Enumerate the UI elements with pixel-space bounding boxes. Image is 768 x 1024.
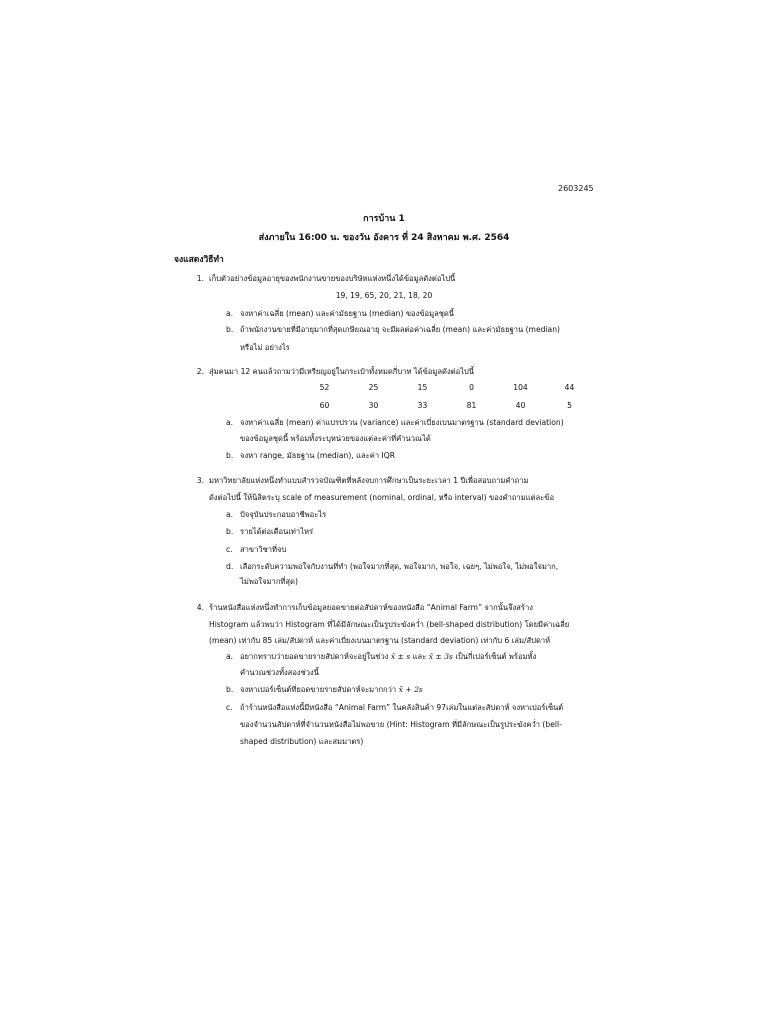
sub-question-text: จงหาค่าเฉลี่ย (mean) ค่าแปรปรวน (variance) และค่าเบี่ยงเบนมาตรฐาน (standard deviation)	[240, 418, 564, 427]
sub-question-text: ถ้าร้านหนังสือแห่งนี้มีหนังสือ “Animal Farm” ในคลังสินค้า 97เล่มในแต่ละสัปดาห์ จงหาเปอร์เซ็นต์	[240, 703, 564, 712]
data-cell: 60	[319, 401, 330, 410]
data-cell: 5	[567, 401, 572, 410]
sub-label: b.	[226, 325, 234, 334]
due-date-line: ส่งภายใน 16:00 น. ของวัน อังคาร ที่ 24 สิงหาคม พ.ศ. 2564	[258, 233, 510, 243]
data-cell: 104	[513, 383, 528, 392]
page-title: การบ้าน 1	[363, 214, 405, 224]
sub-question-text: คำนวณช่วงทั้งสองช่วงนี้	[240, 668, 319, 677]
sub-label: b.	[226, 451, 234, 460]
sub-label: d.	[226, 562, 234, 571]
question-number: 3.	[196, 476, 204, 485]
text-fragment: และ	[412, 652, 427, 661]
data-cell: 44	[564, 383, 575, 392]
data-cell: 0	[469, 383, 474, 392]
question-text: มหาวิทยาลัยแห่งหนึ่งทำแบบสำรวจบัณฑิตที่หลังจบการศึกษาเป็นระยะเวลา 1 ปีเพื่อสอบถามคำถาม	[209, 476, 529, 485]
sub-label: b.	[226, 685, 234, 694]
data-row-2	[300, 401, 594, 411]
data-cell: 52	[319, 383, 330, 392]
sub-question-text: ไม่พอใจมากที่สุด)	[240, 577, 298, 586]
question-text: ดังต่อไปนี้ ให้นิสิตระบุ scale of measurement (nominal, ordinal, หรือ interval) ของคำถามแต่ละข้อ	[209, 493, 555, 502]
sub-label: a.	[226, 652, 234, 661]
sub-question-text: รายได้ต่อเดือนเท่าไหร่	[240, 527, 314, 536]
sub-question-text	[240, 652, 536, 662]
question-text: เก็บตัวอย่างข้อมูลอายุของพนักงานขายของบริษัทแห่งหนึ่งได้ข้อมูลดังต่อไปนี้	[209, 274, 456, 283]
document-id: 2603245	[558, 184, 594, 193]
data-cell: 30	[368, 401, 379, 410]
text-fragment: อยากทราบว่ายอดขายรายสัปดาห์จะอยู่ในช่วง	[240, 652, 389, 661]
data-cell: 40	[515, 401, 526, 410]
math-expression: x̄ + 2s	[398, 685, 423, 694]
sub-label: b.	[226, 527, 234, 536]
sub-label: a.	[226, 418, 234, 427]
question-text: สุ่มคนมา 12 คนแล้วถามว่ามีเหรียญอยู่ในกระเป๋าทั้งหมดกี่บาท ได้ข้อมูลดังต่อไปนี้	[209, 367, 474, 376]
question-number: 2.	[196, 367, 204, 376]
data-cell: 25	[368, 383, 379, 392]
sub-question-text: เลือกระดับความพอใจกับงานที่ทำ (พอใจมากที่สุด, พอใจมาก, พอใจ, เฉยๆ, ไม่พอใจ, ไม่พอใจมาก,	[240, 562, 559, 571]
sub-question-text: จงหา range, มัธยฐาน (median), และค่า IQR	[240, 451, 395, 460]
sub-question-text	[240, 685, 423, 695]
sub-question-text: shaped distribution) และสมมาตร)	[240, 737, 364, 746]
sub-label: c.	[226, 545, 233, 554]
data-row-1	[300, 383, 594, 393]
data-cell: 81	[466, 401, 477, 410]
question-number: 4.	[196, 603, 204, 612]
question-number: 1.	[196, 274, 204, 283]
text-fragment: จงหาเปอร์เซ็นต์ที่ยอดขายรายสัปดาห์จะมากกว่า	[240, 685, 397, 694]
math-expression: x̄ ± 3s	[428, 652, 453, 661]
sub-question-text: หรือไม่ อย่างไร	[240, 343, 290, 352]
sub-question-text: ปัจจุบันประกอบอาชีพอะไร	[240, 510, 327, 519]
data-values: 19, 19, 65, 20, 21, 18, 20	[335, 291, 433, 300]
sub-question-text: ถ้าพนักงานขายที่มีอายุมากที่สุดเกษียณอายุ จะมีผลต่อค่าเฉลี่ย (mean) และค่ามัธยฐาน (median)	[240, 325, 560, 334]
sub-question-text: จงหาค่าเฉลี่ย (mean) และค่ามัธยฐาน (median) ของข้อมูลชุดนี้	[240, 309, 455, 318]
question-text: Histogram แล้วพบว่า Histogram ที่ได้มีลักษณะเป็นรูประฆังคว่ำ (bell-shaped distribution) โดยมีค่าเฉลี่ย	[209, 620, 570, 629]
sub-question-text: สาขาวิชาที่จบ	[240, 545, 287, 554]
sub-label: a.	[226, 309, 234, 318]
math-expression: x̄ ± s	[390, 652, 411, 661]
sub-label: c.	[226, 703, 233, 712]
data-cell: 15	[417, 383, 428, 392]
sub-question-text: ของจำนวนสัปดาห์ที่จำนวนหนังสือไม่พอขาย (Hint: Histogram ที่มีลักษณะเป็นรูประฆังคว่ำ (bell-	[240, 720, 562, 729]
data-cell: 33	[417, 401, 428, 410]
section-heading: จงแสดงวิธีทำ	[174, 255, 224, 265]
sub-question-text: ของข้อมูลชุดนี้ พร้อมทั้งระบุหน่วยของแต่ละค่าที่คำนวณได้	[240, 434, 431, 443]
text-fragment: เป็นกี่เปอร์เซ็นต์ พร้อมทั้ง	[455, 652, 537, 661]
question-text: (mean) เท่ากับ 85 เล่ม/สัปดาห์ และค่าเบี่ยงเบนมาตรฐาน (standard deviation) เท่ากับ 6 เล่ม/สัปดาห์	[209, 636, 551, 645]
sub-label: a.	[226, 510, 234, 519]
question-text: ร้านหนังสือแห่งหนึ่งทำการเก็บข้อมูลยอดขายต่อสัปดาห์ของหนังสือ “Animal Farm” จากนั้นจึงสร้าง	[209, 603, 533, 612]
